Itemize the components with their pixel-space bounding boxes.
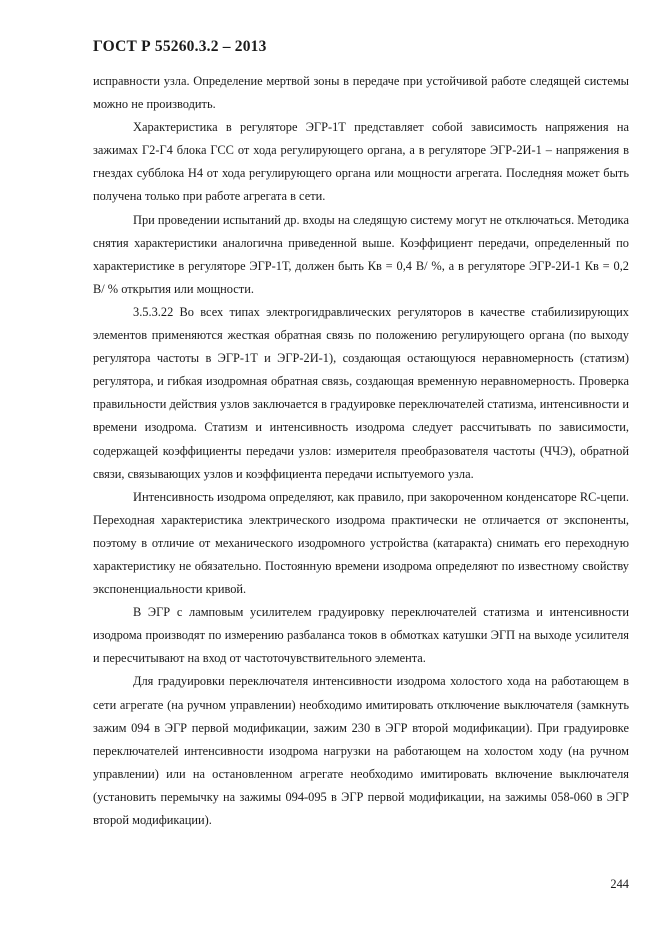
paragraph: Для градуировки переключателя интенсивности изодрома холостого хода на работающем в сети агрегате (на ручном управлении) необходимо имитировать отключение выключателя (замкнуть зажим 094 в ЭГР первой модификации, зажим 230 в ЭГР второй модификации). При градуировке переключателей интенсивности изодрома нагрузки на работающем на холостом ходу (на ручном управлении) или на остановленном агрегате необходимо имитировать включение выключателя (установить перемычку на зажимы 094-095 в ЭГР первой модификации, на зажимы 058-060 в ЭГР второй модификации). xyxy=(93,674,629,827)
body-text xyxy=(93,70,629,832)
paragraph: 3.5.3.22 Во всех типах электрогидравлических регуляторов в качестве стабилизирующих элементов применяются жесткая обратная связь по положению регулирующего органа (по выходу регулятора частоты в ЭГР-1Т и ЭГР-2И-1), создающая остающуюся неравномерность (статизм) регулятора, и гибкая изодромная обратная связь, создающая временную неравномерность. Проверка правильности действия узлов заключается в градуировке переключателей статизма, интенсивности и времени изодрома. Статизм и интенсивность изодрома следует рассчитывать по зависимости, содержащей коэффициенты передачи узлов: измерителя преобразователя частоты (ЧЧЭ), обратной связи, связывающих узлов и коэффициента передачи испытуемого узла. xyxy=(93,304,629,481)
paragraph: Интенсивность изодрома определяют, как правило, при закороченном конденсаторе RC-цепи. Переходная характеристика электрического изодрома практически не отличается от экспоненты, поэтому в отличие от механического изодромного устройства (катаракта) снимать его переходную характеристику не обязательно. Постоянную времени изодрома определяют по известному свойству экспоненциальности кривой. xyxy=(93,489,629,597)
page-number: 244 xyxy=(610,877,629,891)
paragraph: В ЭГР с ламповым усилителем градуировку переключателей статизма и интенсивности изодрома производят по измерению разбаланса токов в обмотках катушки ЭГП на выходе усилителя и пересчитывают на вход от частоточувствительного элемента. xyxy=(93,605,629,666)
document-header: ГОСТ Р 55260.3.2 – 2013 xyxy=(93,38,267,55)
paragraph: Характеристика в регуляторе ЭГР-1Т представляет собой зависимость напряжения на зажимах Г2-Г4 блока ГСС от хода регулирующего органа, а в регуляторе ЭГР-2И-1 – напряжения в гнездах субблока Н4 от хода регулирующего органа или мощности агрегата. Последняя может быть получена только при работе агрегата в сети. xyxy=(93,120,629,204)
paragraph: При проведении испытаний др. входы на следящую систему могут не отключаться. Методика снятия характеристики аналогична приведенной выше. Коэффициент передачи, определенный по характеристике в регуляторе ЭГР-1Т, должен быть Кв = 0,4 В/ %, а в регуляторе ЭГР-2И-1 Кв = 0,2 В/ % открытия или мощности. xyxy=(93,212,629,296)
paragraph: исправности узла. Определение мертвой зоны в передаче при устойчивой работе следящей системы можно не производить. xyxy=(93,74,629,112)
